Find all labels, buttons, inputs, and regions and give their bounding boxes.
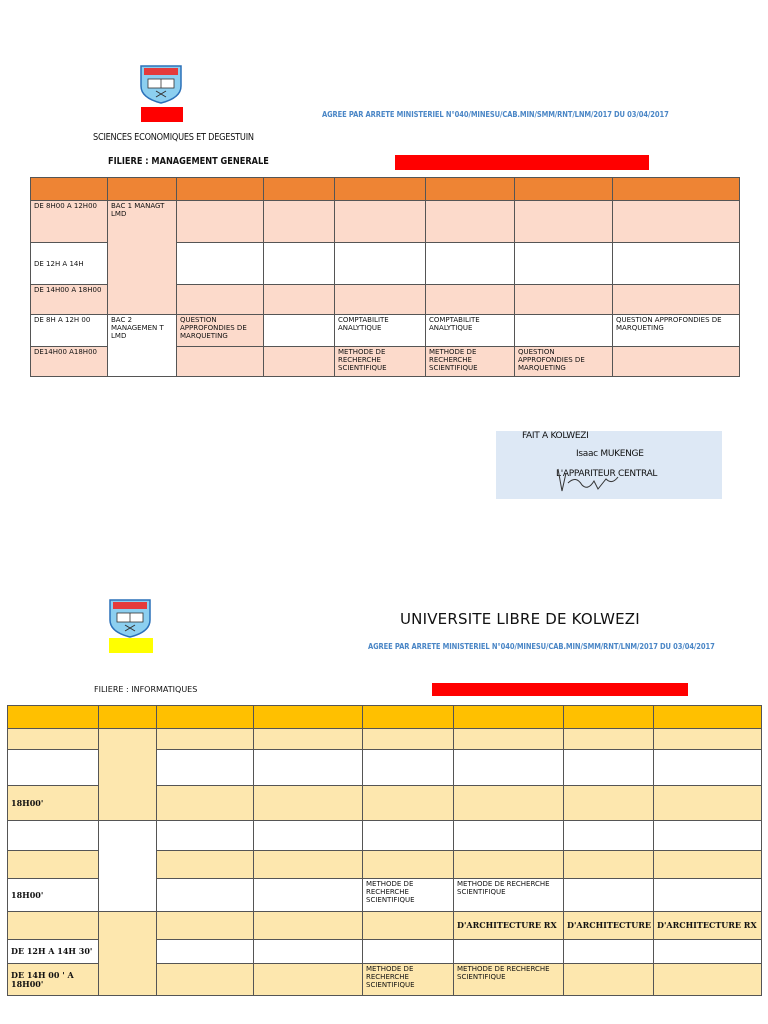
- table-cell: [564, 706, 654, 729]
- table-cell: D'ARCHITECTURE: [564, 912, 654, 940]
- table-cell: QUESTION APPROFONDIES DE MARQUETING: [515, 347, 613, 377]
- time-cell: DE 8H A 12H 00: [31, 315, 108, 347]
- table-cell: [157, 706, 254, 729]
- table-cell: [564, 821, 654, 851]
- university-crest-icon: [105, 598, 155, 638]
- table-cell: [108, 178, 177, 201]
- university-crest-icon: [136, 64, 186, 104]
- table-cell: [254, 964, 363, 996]
- table-header-row: [31, 178, 740, 201]
- table-cell: [254, 706, 363, 729]
- table-cell: QUESTION APPROFONDIES DE MARQUETING: [177, 315, 264, 347]
- table-row: [8, 821, 762, 851]
- table-cell: [254, 729, 363, 750]
- table-cell: [613, 201, 740, 243]
- time-cell: DE 12H A 14H: [31, 243, 108, 285]
- table-row: [31, 201, 740, 243]
- table-cell: [363, 706, 454, 729]
- table-cell: [254, 912, 363, 940]
- table-cell: [426, 201, 515, 243]
- table-cell: [426, 178, 515, 201]
- table-cell: [254, 879, 363, 912]
- table-cell: [264, 243, 335, 285]
- table-cell: [99, 821, 157, 912]
- table-cell: [254, 851, 363, 879]
- table-cell: [157, 940, 254, 964]
- table-cell: [454, 821, 564, 851]
- table-cell: [157, 750, 254, 786]
- table-cell: [99, 912, 157, 996]
- table-cell: [157, 964, 254, 996]
- university-title: UNIVERSITE LIBRE DE KOLWEZI: [400, 610, 640, 628]
- table-cell: [454, 940, 564, 964]
- table-header-row: [8, 706, 762, 729]
- red-redaction-bar: [432, 683, 688, 696]
- table-cell: METHODE DE RECHERCHE SCIENTIFIQUE: [363, 879, 454, 912]
- table-cell: [264, 347, 335, 377]
- class-cell: BAC 2 MANAGEMEN T LMD: [108, 315, 177, 377]
- signature-title: L'APPARITEUR CENTRAL: [556, 469, 658, 479]
- table-cell: COMPTABILITE ANALYTIQUE: [426, 315, 515, 347]
- table-cell: [363, 940, 454, 964]
- table-cell: [31, 178, 108, 201]
- table-cell: [454, 750, 564, 786]
- table-cell: [335, 285, 426, 315]
- table-cell: [515, 285, 613, 315]
- red-redaction-bar: [395, 155, 649, 170]
- table-cell: [264, 285, 335, 315]
- time-cell: 18H00': [8, 786, 99, 821]
- table-cell: [564, 964, 654, 996]
- table-cell: [8, 706, 99, 729]
- table-cell: [613, 285, 740, 315]
- table-cell: [254, 821, 363, 851]
- table-cell: [157, 729, 254, 750]
- table-row: [31, 315, 740, 347]
- table-cell: [363, 821, 454, 851]
- table-cell: [654, 879, 762, 912]
- table-cell: [177, 201, 264, 243]
- table-cell: METHODE DE RECHERCHE SCIENTIFIQUE: [335, 347, 426, 377]
- table-cell: COMPTABILITE ANALYTIQUE: [335, 315, 426, 347]
- table-cell: [515, 178, 613, 201]
- table-cell: [654, 729, 762, 750]
- table-cell: [654, 940, 762, 964]
- table-cell: [264, 201, 335, 243]
- class-cell: BAC 1 MANAGT LMD: [108, 201, 177, 315]
- signature-place: FAIT A KOLWEZI: [522, 431, 589, 441]
- table-cell: [654, 851, 762, 879]
- table-cell: [254, 786, 363, 821]
- table-cell: QUESTION APPROFONDIES DE MARQUETING: [613, 315, 740, 347]
- time-cell: DE14H00 A18H00: [31, 347, 108, 377]
- table-cell: [564, 851, 654, 879]
- table-cell: [363, 851, 454, 879]
- table-cell: D'ARCHITECTURE RX: [454, 912, 564, 940]
- table-cell: [654, 750, 762, 786]
- faculty-name: SCIENCES ECONOMIQUES ET DEGESTUIN: [93, 132, 254, 143]
- table-cell: METHODE DE RECHERCHE SCIENTIFIQUE: [426, 347, 515, 377]
- table-cell: [613, 347, 740, 377]
- table-cell: [363, 786, 454, 821]
- table-cell: [177, 178, 264, 201]
- table-cell: [335, 201, 426, 243]
- table-cell: [157, 786, 254, 821]
- table-cell: [99, 729, 157, 821]
- table-cell: [564, 729, 654, 750]
- table-cell: METHODE DE RECHERCHE SCIENTIFIQUE: [363, 964, 454, 996]
- signature-name: Isaac MUKENGE: [576, 449, 644, 459]
- table-cell: [177, 285, 264, 315]
- table-cell: [254, 750, 363, 786]
- table-cell: [515, 315, 613, 347]
- filiere-label: FILIERE : MANAGEMENT GENERALE: [108, 156, 269, 167]
- table-cell: [254, 940, 363, 964]
- agree-note: AGREE PAR ARRETE MINISTERIEL N°040/MINESU/CAB.MIN/SMM/RNT/LNM/2017 DU 03/04/2017: [368, 642, 715, 651]
- time-cell: DE 14H 00 ' A 18H00': [8, 964, 99, 996]
- agree-note: AGREE PAR ARRETE MINISTERIEL N°040/MINESU/CAB.MIN/SMM/RNT/LNM/2017 DU 03/04/2017: [322, 110, 669, 119]
- table-cell: [157, 821, 254, 851]
- signature-box: [496, 431, 722, 499]
- time-cell: DE 14H00 A 18H00: [31, 285, 108, 315]
- table-cell: [454, 706, 564, 729]
- table-cell: METHODE DE RECHERCHE SCIENTIFIQUE: [454, 964, 564, 996]
- table-cell: [613, 178, 740, 201]
- table-cell: [454, 729, 564, 750]
- table-cell: [363, 750, 454, 786]
- table-cell: [8, 750, 99, 786]
- table-cell: [564, 750, 654, 786]
- yellow-highlight-bar: [109, 638, 153, 653]
- table-cell: [157, 851, 254, 879]
- table-cell: [363, 729, 454, 750]
- table-cell: [264, 178, 335, 201]
- time-cell: DE 8H00 A 12H00: [31, 201, 108, 243]
- table-cell: [8, 851, 99, 879]
- table-cell: [8, 729, 99, 750]
- table-cell: [564, 786, 654, 821]
- red-highlight-bar: [141, 107, 183, 122]
- table-cell: [564, 879, 654, 912]
- table-cell: [654, 964, 762, 996]
- table-cell: [454, 851, 564, 879]
- table-row: [8, 912, 762, 940]
- table-cell: [564, 940, 654, 964]
- table-cell: [264, 315, 335, 347]
- time-cell: 18H00': [8, 879, 99, 912]
- table-cell: [613, 243, 740, 285]
- filiere-label: FILIERE : INFORMATIQUES: [94, 685, 198, 694]
- table-cell: [654, 786, 762, 821]
- table-cell: [177, 243, 264, 285]
- schedule-table-informatique: [7, 705, 762, 996]
- table-cell: [8, 912, 99, 940]
- table-cell: [426, 285, 515, 315]
- table-cell: [515, 243, 613, 285]
- table-cell: [335, 243, 426, 285]
- table-cell: [515, 201, 613, 243]
- table-cell: [157, 912, 254, 940]
- table-cell: D'ARCHITECTURE RX: [654, 912, 762, 940]
- table-cell: [654, 706, 762, 729]
- table-cell: [363, 912, 454, 940]
- table-cell: [454, 786, 564, 821]
- table-row: [8, 729, 762, 750]
- table-cell: METHODE DE RECHERCHE SCIENTIFIQUE: [454, 879, 564, 912]
- table-cell: [157, 879, 254, 912]
- table-cell: [426, 243, 515, 285]
- time-cell: DE 12H A 14H 30': [8, 940, 99, 964]
- table-cell: [8, 821, 99, 851]
- schedule-table-management: [30, 177, 740, 377]
- table-cell: [335, 178, 426, 201]
- table-cell: [654, 821, 762, 851]
- handwritten-signature-icon: [554, 465, 624, 495]
- table-cell: [99, 706, 157, 729]
- table-cell: [177, 347, 264, 377]
